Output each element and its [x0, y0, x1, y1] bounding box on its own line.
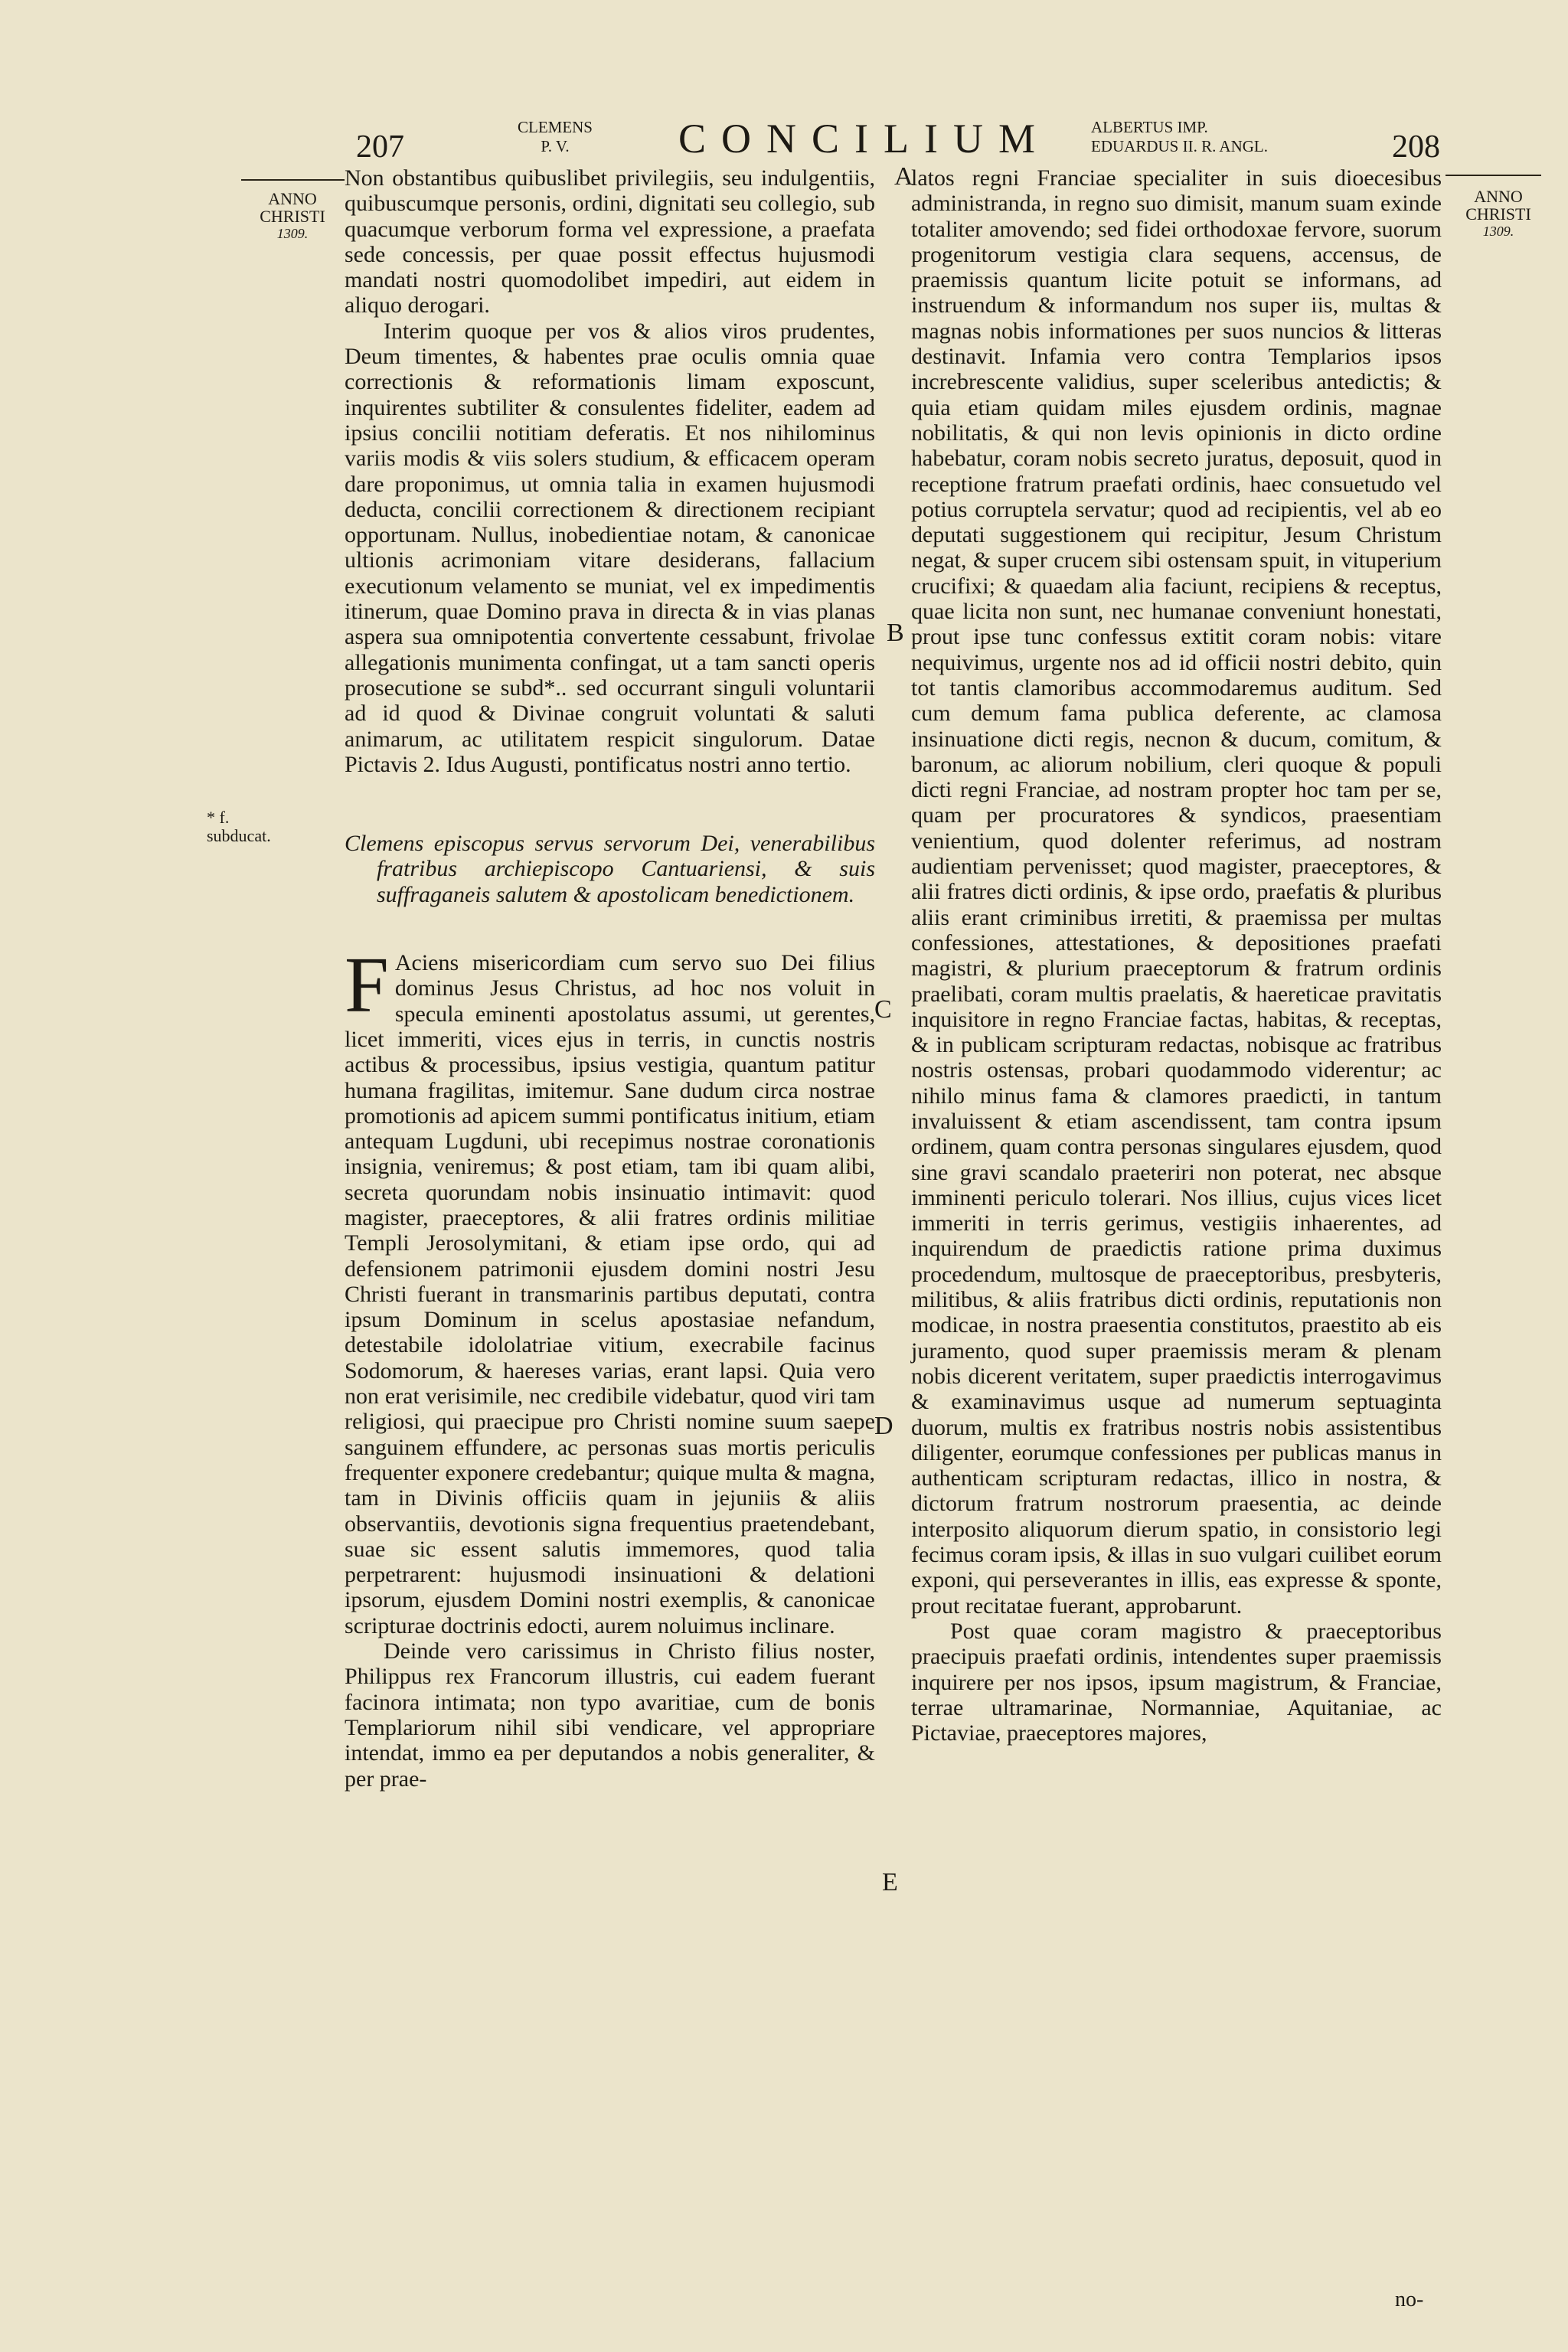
catchword: no-	[1395, 2288, 1424, 2311]
margin-christi-right: CHRISTI	[1465, 204, 1531, 224]
margin-footnote: * f. subducat.	[207, 808, 271, 845]
page-number-right: 208	[1392, 129, 1440, 165]
page-number-left: 207	[356, 129, 404, 165]
section-letter-d: D	[874, 1412, 893, 1440]
page-title: CONCILIUM	[678, 116, 1050, 162]
left-paragraph-3	[345, 941, 875, 1638]
right-paragraph-1: latos regni Franciae specialiter in suis dioecesibus administranda, in regno suo dimisit, manum suam exinde totaliter amovendo; sed fidei orthodoxae fervore, suorum progenitorum vestigia clara sequens, accensus, de praemissis quantum licite potuit se informans, ad instruendum & informandum nos super iis, multas & magnas nobis informationes per suos nuncios & litteras destinavit. Infamia vero contra Templarios ipsos increbrescente validius, super sceleribus antedictis; & quia etiam quidam miles ejusdem ordinis, magnae nobilitatis, & qui non levis opinionis in dicto ordine habebatur, coram nobis secreto juratus, deposuit, quod in receptione fratrum praefati ordinis, haec consuetudo vel potius corruptela servatur; quod ad recipientis, vel ab eo deputati suggestionem qui recipitur, Jesum Christum negat, & super crucem sibi ostensam spuit, in vituperium crucifixi; & quaedam alia faciunt, recipiens & receptus, quae licita non sunt, nec humanae conveniunt honestati, prout ipse tunc confessus extitit coram nobis: vitare nequivimus, urgente nos ad id officii nostri debito, quin tot tantis clamoribus accommodaremus auditum. Sed cum demum fama publica deferente, ac clamosa insinuatione dicti regis, necnon & ducum, comitum, & baronum, ac aliorum nobilium, cleri quoque & populi dicti regni Franciae, ad nostram propter hoc tam per se, quam per procuratores & syndicos, praesentiam venientium, quod dolenter referimus, ad nostram audientiam pervenisset; quod magister, praeceptores, & alii fratres dicti ordinis, & ipse ordo, praefatis & pluribus aliis erant criminibus irretiti, & praemissa per multas confessiones, attestationes, & depositiones praefati magistri, & plurium praeceptorum & fratrum ordinis praelibati, coram multis praelatis, & haereticae pravitatis inquisitore in regno Franciae factas, habitas, & receptas, & in publicam scripturam redactas, nobisque ac fratribus nostris ostensas, probari quodammodo viderentur; ac nihilo minus fama & clamores praedicti, in tantum invaluissent & etiam ascendissent, tam contra ipsum ordinem, quam contra personas singulares ejusdem, quod sine gravi scandalo praeteriri non poterat, nec absque imminenti periculo tolerari. Nos illius, cujus vices licet immeriti in terris gerimus, vestigiis inhaerentes, ad inquirendum de praedictis ratione prima duximus procedendum, multosque de praeceptoribus, presbyteris, militibus, & aliis fratribus dicti ordinis, reputationis non modicae, in nostra praesentia constitutos, praestito ab eis juramento, quod super praemissis meram & plenam nobis dicerent veritatem, super praedictis interrogavimus & examinavimus usque ad numerum septuaginta duorum, multis ex fratribus nostris nobis assistentibus diligenter, eorumque confessiones per publicas manus in authenticam scripturam redactas, illico in nostra, & dictorum fratrum nostrorum praesentia, ac deinde interposito aliquorum dierum spatio, in consistorio legi fecimus coram ipsis, & illas in suo vulgari cuilibet eorum exponi, qui perseverantes in illis, eas expresse & sponte, prout recitatae fuerant, approbarunt.	[911, 165, 1442, 1619]
drop-cap: F	[345, 941, 389, 1030]
letter-salutation: Clemens episcopus servus servorum Dei, venerabilibus fratribus archiepiscopo Cantuariensi, & suis suffraganeis salutem & apostolicam benedictionem.	[345, 831, 875, 907]
margin-yearnum-left: 1309.	[276, 226, 309, 241]
left-paragraph-3-text: Aciens misericordiam cum servo suo Dei filius dominus Jesus Christus, ad hoc nos voluit in specula eminenti apostolatus assumi, ut gerentes, licet immeriti, vices ejus in terris, in cunctis nostris actibus & processibus, ipsius vestigia, quantum patitur humana fragilitas, imitemur. Sane dudum circa nostrae promotionis ad apicem summi pontificatus initium, etiam antequam Lugduni, ubi recepimus nostrae coronationis insignia, veniremus; & post etiam, tam ibi quam alibi, secreta quorundam nobis insinuatio intimavit: quod magister, praeceptores, & alii fratres ordinis militiae Templi Jerosolymitani, & etiam ipse ordo, qui ad defensionem patrimonii ejusdem domini nostri Jesu Christi fuerant in transmarinis partibus deputati, contra ipsum Dominum in scelus apostasiae nefandum, detestabile idololatriae vitium, execrabile facinus Sodomorum, & haereses varias, erant lapsi. Quia vero non erat verisimile, nec credibile videbatur, quod viri tam religiosi, qui praecipue pro Christi nomine suum saepe sanguinem effundere, ac personas suas mortis periculis frequenter exponere credebantur; quique multa & magna, tam in Divinis officiis quam in jejuniis & aliis observantiis, devotionis signa frequentius praetendebant, suae sic essent salutis immemores, quod talia perpetrarent: hujusmodi insinuationi & delationi ipsorum, ejusdem Domini nostri exemplis, & canonicae scripturae doctrinis edocti, aurem noluimus inclinare.	[345, 950, 875, 1638]
section-letter-a: A	[894, 162, 913, 191]
right-column	[911, 165, 1442, 1746]
left-paragraph-4: Deinde vero carissimus in Christo filius noster, Philippus rex Francorum illustris, cui eadem fuerant facinora intimata; non typo avaritiae, cum de bonis Templariorum nihil sibi vendicare, vel appropriare intendat, immo ea per deputandos a nobis generaliter, & per prae-	[345, 1638, 875, 1792]
section-letter-b: B	[887, 619, 904, 647]
left-column	[345, 165, 875, 1792]
header-rule-right	[1446, 175, 1541, 176]
running-head-right-line1: ALBERTUS IMP.	[1091, 118, 1208, 136]
section-letter-c: C	[874, 995, 892, 1024]
running-head-left	[498, 118, 612, 156]
margin-christi-left: CHRISTI	[260, 207, 325, 226]
running-head-right-line2: EDUARDUS II. R. ANGL.	[1091, 137, 1268, 155]
left-paragraph-2: Interim quoque per vos & alios viros prudentes, Deum timentes, & habentes prae oculis omnia quae correctionis & reformationis limam exposcunt, inquirentes subtiliter & consulentes fideliter, eadem ad ipsius concilii notitiam deferatis. Et nos nihilominus variis modis & viis solers studium, & efficacem operam dare proponimus, ut omnia talia in examen hujusmodi deducta, concilii correctionem & directionem recipiant opportunam. Nullus, inobedientiae notam, & canonicae ultionis acrimoniam vitare desiderans, fallacium executionum velamento se muniat, vel ex impedimentis itinerum, quae Domino prava in directa & in vias planas aspera sua omnipotentia convertente cessabunt, frivolae allegationis munimenta confingat, ut a tam sancti operis prosecutione se subd*.. sed occurrant singuli voluntarii ad id quod & Divinae congruit voluntati & saluti animarum, ac utilitatem respicit singulorum. Datae Pictavis 2. Idus Augusti, pontificatus nostri anno tertio.	[345, 318, 875, 777]
left-paragraph-1: Non obstantibus quibuslibet privilegiis, seu indulgentiis, quibuscumque personis, ordini, dignitati seu collegio, sub quacumque verborum forma vel expressione, a praefata sede concessis, per quae possit effectus hujusmodi mandati nostri quomodolibet impediri, aut eidem in aliquo derogari.	[345, 165, 875, 318]
margin-anno-left: ANNO	[268, 189, 317, 208]
margin-year-left	[247, 190, 338, 243]
running-head-left-line2: P. V.	[541, 137, 570, 155]
margin-anno-right: ANNO	[1474, 187, 1523, 206]
running-head-left-line1: CLEMENS	[517, 118, 593, 136]
margin-year-right	[1456, 188, 1540, 240]
margin-yearnum-right: 1309.	[1482, 224, 1514, 239]
right-paragraph-2: Post quae coram magistro & praeceptoribus praecipuis praefati ordinis, intendentes super praemissis inquirere per nos ipsos, ipsum magistrum, & Franciae, terrae ultramarinae, Normanniae, Aquitaniae, ac Pictaviae, praeceptores majores,	[911, 1618, 1442, 1746]
header-rule-left	[241, 179, 345, 181]
running-head-right	[1091, 118, 1367, 156]
section-letter-e: E	[882, 1868, 898, 1896]
